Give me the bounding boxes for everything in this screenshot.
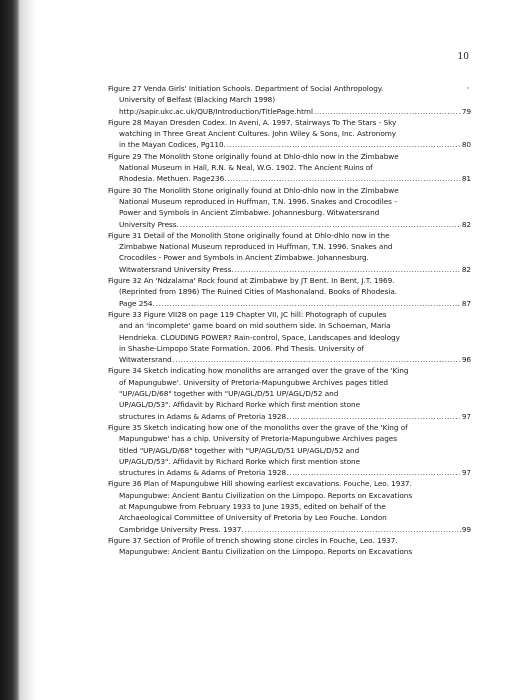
figure-page-number: 80 (461, 140, 471, 150)
dot-leader (289, 411, 460, 422)
figure-entry-text: Figure 27 Venda Girls' Initiation Schools. Department of Social Anthropology. (108, 84, 384, 93)
figure-entry-text: in the Mayan Codices, Pg110. (119, 140, 226, 150)
stray-mark: ' (467, 86, 469, 94)
figure-entry (108, 478, 471, 534)
figure-entry-text: Figure 35 Sketch indicating how one of the monoliths over the grave of the 'King of (108, 422, 408, 432)
dot-leader (227, 139, 461, 150)
binding-gutter-shadow (0, 0, 20, 700)
figure-entry-text: Figure 37 Section of Profile of trench showing stone circles in Fouche, Leo. 1937. (108, 535, 398, 545)
figure-entry-text: structures in Adams & Adams of Pretoria 1928. (119, 411, 289, 421)
figure-page-number: 97 (461, 468, 471, 478)
figure-page-number: 99 (461, 524, 471, 534)
figure-page-number: 79 (461, 106, 471, 116)
figure-entry-text: Hendrieka. CLOUDING POWER? Rain-control, Space, Landscapes and Ideology (119, 332, 400, 342)
figure-entry-text: Rhodesia. Methuen. Page236. (119, 174, 227, 184)
dot-leader (289, 467, 460, 478)
figure-entry-text: Figure 31 Detail of the Monolith Stone originally found at Dhlo-dhlo now in the (108, 230, 390, 240)
dot-leader (173, 354, 461, 365)
figure-entry-text: Archaeological Committee of University of Pretoria by Leo Fouche. London (119, 513, 387, 523)
figure-entry-last-line (108, 411, 471, 422)
figure-entry-last-line (108, 139, 471, 150)
figure-entry-last-line (108, 354, 471, 365)
figure-entry-text: Page 254. (119, 298, 155, 308)
figure-entry-text: Cambridge University Press. 1937. (119, 524, 244, 534)
page-number: 10 (457, 52, 469, 62)
figure-page-number: 82 (461, 264, 471, 274)
figure-entry-text: "UP/AGL/D/68" together with "UP/AGL/D/51 UP/AGL/D/52 and (119, 389, 339, 399)
figure-entry (108, 535, 471, 558)
figure-entry-text: Figure 33 Figure VII28 on page 119 Chapter VII, JC hill: Photograph of cupules (108, 309, 387, 319)
figure-entry-text: watching in Three Great Ancient Cultures. John Wiley & Sons, Inc. Astronomy (119, 129, 397, 139)
dot-leader (235, 264, 461, 275)
figure-entry-text: University Press. (119, 219, 179, 229)
dot-leader (245, 524, 461, 535)
figure-page-number: 97 (461, 411, 471, 421)
figure-entry-text: at Mapungubwe from February 1933 to June 1935, edited on behalf of the (119, 501, 386, 511)
figure-entry-text: UP/AGL/D/53". Affidavit by Richard Rorke which first mention stone (119, 400, 361, 410)
list-of-figures (108, 83, 471, 557)
figure-entry-last-line (108, 106, 471, 117)
figure-entry-text: UP/AGL/D/53". Affidavit by Richard Rorke which first mention stone (119, 456, 361, 466)
figure-page-number: 82 (461, 219, 471, 229)
dot-leader (227, 173, 460, 184)
figure-entry-text: National Museum in Hall, R.N. & Neal, W.G. 1902. The Ancient Ruins of (119, 163, 373, 173)
figure-entry-text: University of Belfast (Blacking March 1998) (119, 95, 276, 105)
figure-entry-text: titled "UP/AGL/D/68" together with "UP/AGL/D/51 UP/AGL/D/52 and (119, 445, 360, 455)
figure-entry-last-line (108, 173, 471, 184)
figure-entry-text: Mapungubwe: Ancient Bantu Civilization on the Limpopo. Reports on Excavations (119, 547, 413, 557)
figure-entry-text: and an 'incomplete' game board on mid southern side. In Schoeman, Maria (119, 321, 391, 331)
figure-entry-text: Mapungubwe: Ancient Bantu Civilization on the Limpopo. Reports on Excavations (119, 490, 413, 500)
figure-entry-text: of Mapungubwe'. University of Pretoria-Mapungubwe Archives pages titled (119, 377, 388, 387)
binding-gutter-fade (20, 0, 36, 700)
figure-entry-text: Witwatersrand University Press. (119, 264, 234, 274)
figure-entry-text: Crocodiles - Power and Symbols in Ancient Zimbabwe. Johannesburg. (119, 253, 369, 263)
figure-entry-text: (Reprinted from 1896) The Ruined Cities of Mashonaland. Books of Rhodesia. (119, 287, 398, 297)
dot-leader (314, 106, 461, 117)
dot-leader (156, 298, 461, 309)
figure-entry (108, 83, 471, 117)
figure-entry (108, 365, 471, 421)
figure-entry-text: Zimbabwe National Museum reproduced in Huffman, T.N. 1996. Snakes and (119, 242, 393, 252)
dot-leader (180, 219, 461, 230)
figure-entry-text: Power and Symbols in Ancient Zimbabwe. Johannesburg. Witwatersrand (119, 208, 380, 218)
figure-entry-text: in Shashe-Limpopo State Formation. 2006. Phd Thesis. University of (119, 343, 364, 353)
figure-entry-last-line (108, 219, 471, 230)
figure-entry-text: Witwatersrand (119, 355, 172, 365)
figure-entry-text: Mapungubwe' has a chip. University of Pretoria-Mapungubwe Archives pages (119, 434, 397, 444)
figure-entry-last-line (108, 467, 471, 478)
figure-entry (108, 275, 471, 309)
figure-entry-last-line (108, 264, 471, 275)
figure-entry-last-line (108, 524, 471, 535)
figure-entry (108, 117, 471, 151)
figure-entry-last-line (108, 298, 471, 309)
figure-page-number: 81 (461, 174, 471, 184)
figure-entry-text: Figure 34 Sketch indicating how monoliths are arranged over the grave of the 'King (108, 366, 409, 376)
figure-entry-text: Figure 30 The Monolith Stone originally found at Dhlo-dhlo now in the Zimbabwe (108, 185, 399, 195)
figure-entry (108, 185, 471, 230)
figure-entry-text: National Museum reproduced in Huffman, T.N. 1996. Snakes and Crocodiles - (119, 196, 397, 206)
figure-entry-text: structures in Adams & Adams of Pretoria 1928. (119, 468, 289, 478)
figure-entry (108, 151, 471, 185)
figure-entry-text: http://sapir.ukc.ac.uk/QUB/Introduction/TitlePage.html (119, 106, 313, 116)
figure-entry (108, 230, 471, 275)
figure-page-number: 87 (461, 298, 471, 308)
figure-entry (108, 422, 471, 478)
figure-page-number: 96 (461, 355, 471, 365)
figure-entry-text: Figure 29 The Monolith Stone originally found at Dhlo-dhlo now in the Zimbabwe (108, 151, 399, 161)
figure-entry-text: Figure 36 Plan of Mapungubwe Hill showing earliest excavations. Fouche, Leo. 1937. (108, 479, 412, 489)
figure-entry-text: Figure 28 Mayan Dresden Codex. In Aveni, A. 1997. Stairways To The Stars - Sky (108, 117, 397, 127)
figure-entry (108, 309, 471, 365)
figure-entry-text: Figure 32 An 'Ndzalama' Rock found at Zimbabwe by JT Bent. In Bent, J.T. 1969. (108, 276, 395, 286)
